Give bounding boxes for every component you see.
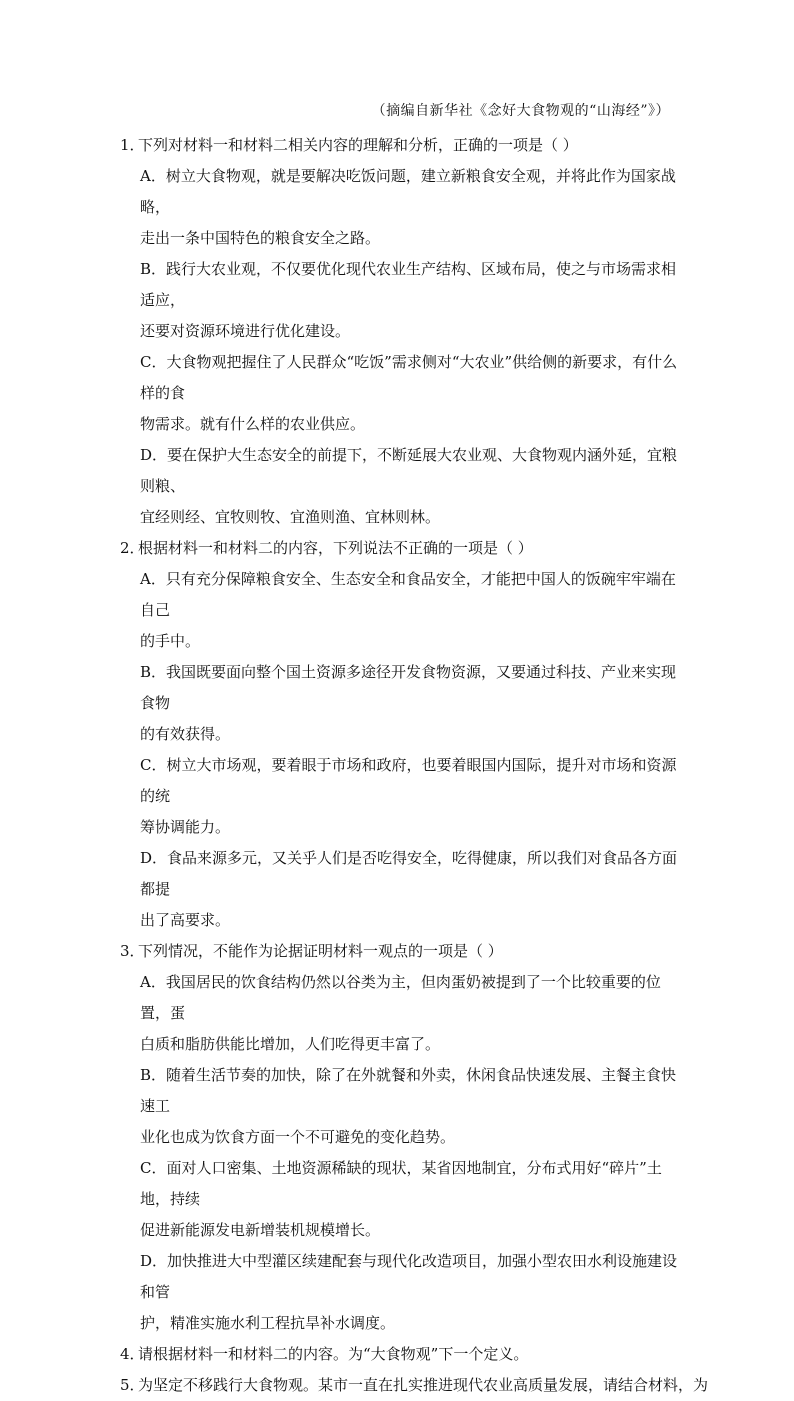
option-line: 走出一条中国特色的粮食安全之路。 — [140, 229, 381, 247]
question-stem — [120, 1370, 709, 1401]
source-citation: （摘编自新华社《念好大食物观的“山海经”》） — [371, 103, 670, 119]
option-line: C．树立大市场观，要着眼于市场和政府，也要着眼国内国际，提升对市场和资源的统 — [140, 756, 677, 805]
option-line: 出了高要求。 — [140, 911, 231, 929]
question-stem — [120, 130, 686, 161]
question-number: 4． — [120, 1345, 145, 1363]
option-line: 的有效获得。 — [140, 725, 231, 743]
option-line: 物需求。就有什么样的农业供应。 — [140, 415, 366, 433]
question-text: 下列对材料一和材料二相关内容的理解和分析，正确的一项是（ ） — [138, 136, 578, 154]
option-line: D．要在保护大生态安全的前提下，不断延展大农业观、大食物观内涵外延，宜粮则粮、 — [140, 446, 678, 495]
option-line: B．随着生活节奏的加快，除了在外就餐和外卖，休闲食品快速发展、主餐主食快速工 — [140, 1066, 677, 1115]
option-line: C．面对人口密集、土地资源稀缺的现状，某省因地制宜，分布式用好“碎片”土地，持续 — [140, 1159, 662, 1208]
option-line: A．只有充分保障粮食安全、生态安全和食品安全，才能把中国人的饭碗牢牢端在自己 — [140, 570, 676, 619]
option-line: D．食品来源多元，又关乎人们是否吃得安全，吃得健康，所以我们对食品各方面都提 — [140, 849, 678, 898]
answer-option — [120, 967, 686, 1060]
option-line: A．我国居民的饮食结构仍然以谷类为主，但肉蛋奶被提到了一个比较重要的位置，蛋 — [140, 973, 661, 1022]
option-line: A．树立大食物观，就是要解决吃饭问题，建立新粮食安全观，并将此作为国家战略， — [140, 167, 676, 216]
question-number: 1． — [120, 136, 145, 154]
option-line: 还要对资源环境进行优化建设。 — [140, 322, 351, 340]
answer-option — [120, 1060, 686, 1153]
option-line: B．践行大农业观，不仅要优化现代农业生产结构、区域布局，使之与市场需求相适应， — [140, 260, 677, 309]
answer-option — [120, 254, 686, 347]
answer-option — [120, 843, 686, 936]
option-line: 护，精准实施水利工程抗旱补水调度。 — [140, 1314, 396, 1332]
question-text: 下列情况，不能作为论据证明材料一观点的一项是（ ） — [138, 942, 503, 960]
answer-option — [120, 657, 686, 750]
question-number: 3． — [120, 942, 145, 960]
answer-option — [120, 440, 686, 533]
answer-option — [120, 161, 686, 254]
option-line: 宜经则经、宜牧则牧、宜渔则渔、宜林则林。 — [140, 508, 441, 526]
option-line: 的手中。 — [140, 632, 201, 650]
option-line: 业化也成为饮食方面一个不可避免的变化趋势。 — [140, 1128, 456, 1146]
option-line: 促进新能源发电新增装机规模增长。 — [140, 1221, 381, 1239]
question-text: 请根据材料一和材料二的内容。为“大食物观”下一个定义。 — [138, 1345, 529, 1363]
answer-option — [120, 750, 686, 843]
answer-option — [120, 347, 686, 440]
question-stem — [120, 1339, 686, 1370]
question-text: 根据材料一和材料二的内容，下列说法不正确的一项是（ ） — [138, 539, 533, 557]
answer-option — [120, 1153, 686, 1246]
option-line: D．加快推进大中型灌区续建配套与现代化改造项目，加强小型农田水利设施建设和管 — [140, 1252, 678, 1301]
question-number: 5． — [120, 1376, 145, 1394]
question-stem — [120, 533, 686, 564]
question-number: 2． — [120, 539, 145, 557]
option-line: 筹协调能力。 — [140, 818, 231, 836]
answer-option — [120, 564, 686, 657]
answer-option — [120, 1246, 686, 1339]
option-line: C．大食物观把握住了人民群众“吃饭”需求侧对“大农业”供给侧的新要求，有什么样的食 — [140, 353, 678, 402]
question-stem — [120, 936, 686, 967]
option-line: 白质和脂肪供能比增加，人们吃得更丰富了。 — [140, 1035, 441, 1053]
question-text: 为坚定不移践行大食物观。某市一直在扎实推进现代农业高质量发展，请结合材料，为 — [138, 1376, 709, 1394]
option-line: B．我国既要面向整个国土资源多途径开发食物资源，又要通过科技、产业来实现食物 — [140, 663, 677, 712]
question-list — [120, 130, 709, 1401]
